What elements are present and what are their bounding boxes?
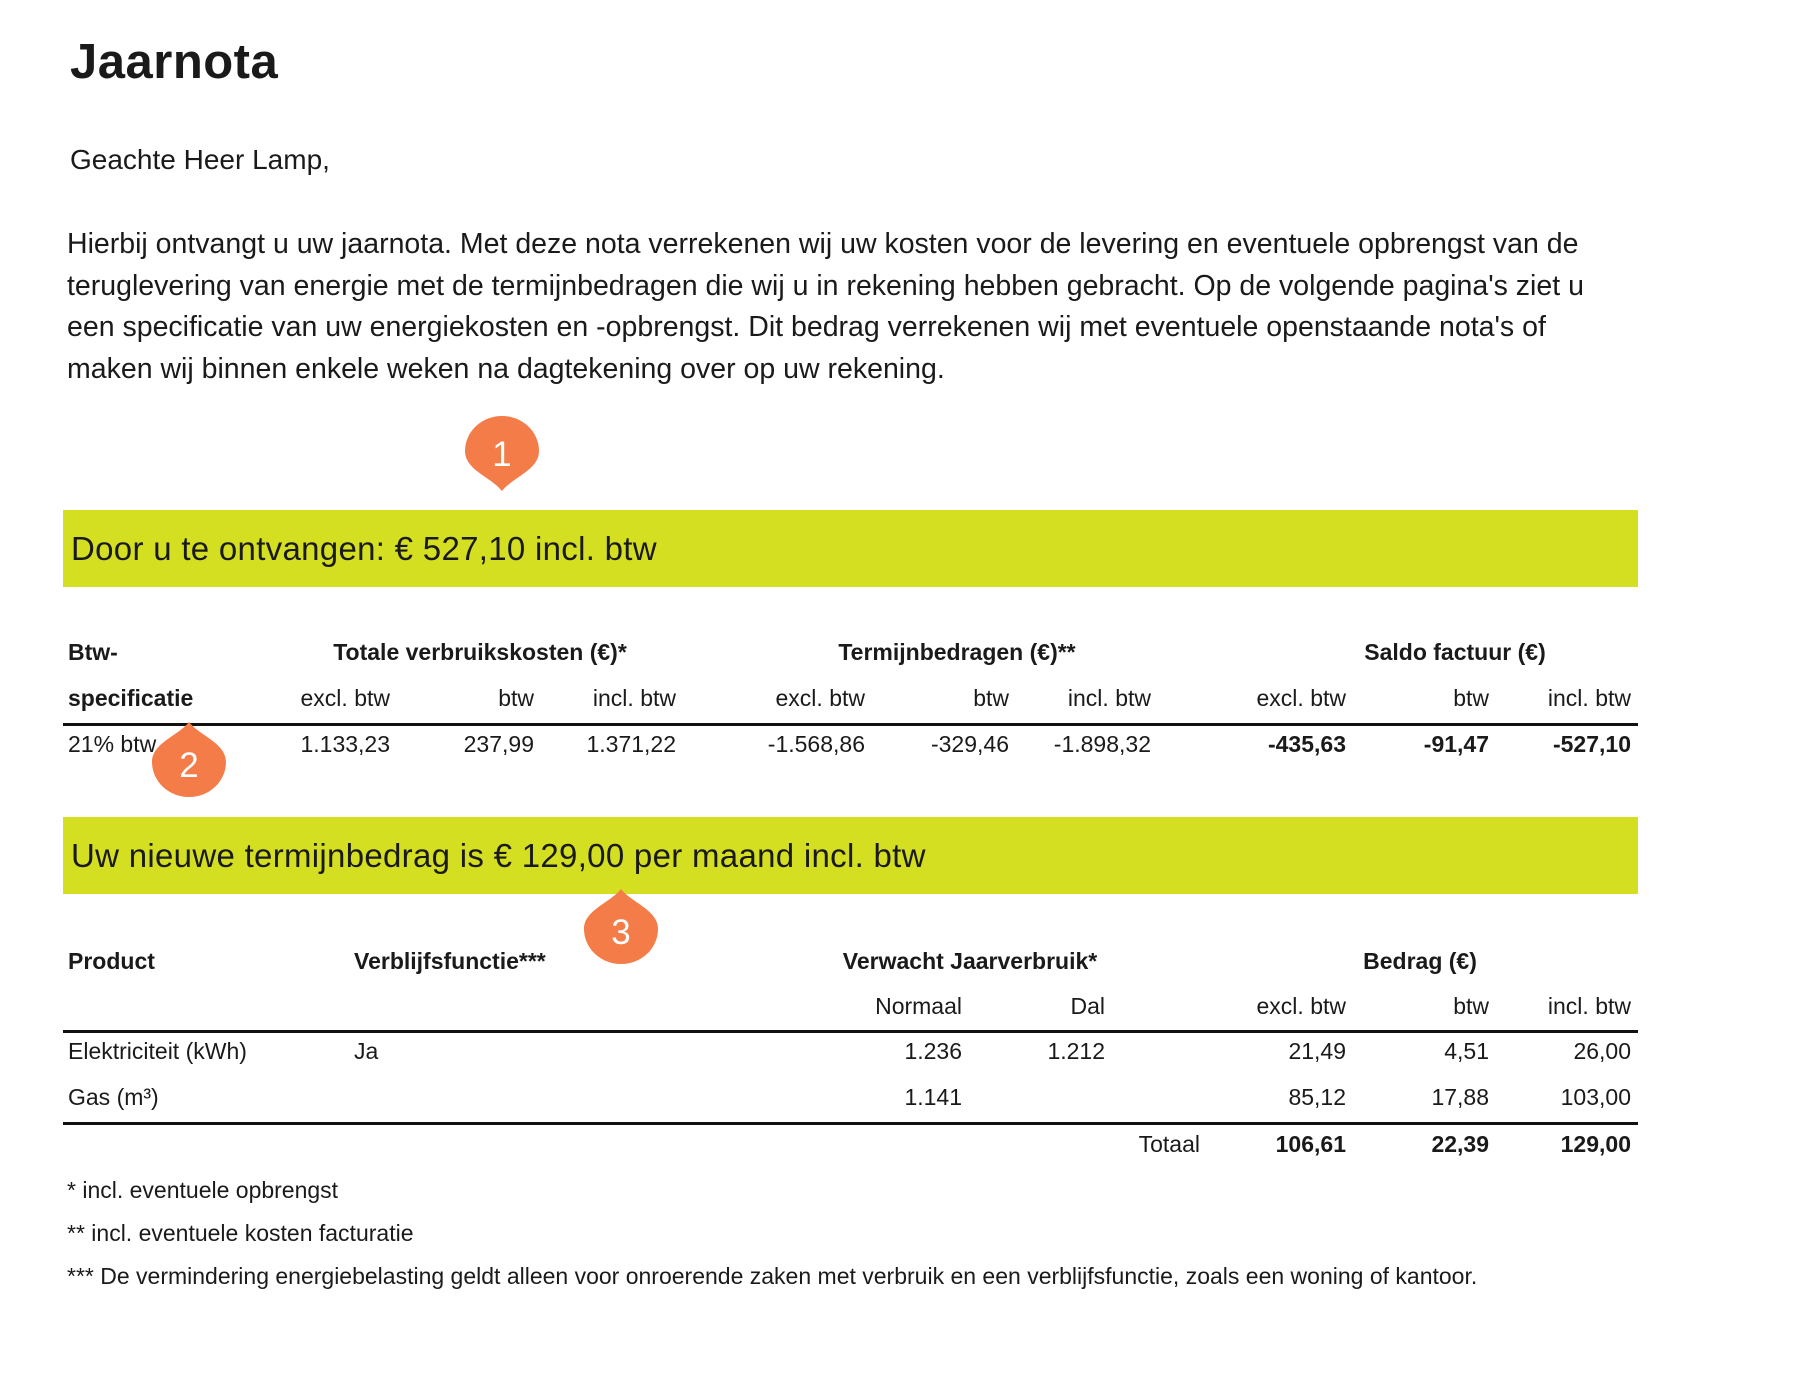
terms-incl-value: -1.898,32 — [1053, 731, 1151, 757]
costs-incl-value: 1.371,22 — [586, 731, 676, 757]
bedrag-sub-btw: btw — [1453, 993, 1489, 1019]
row-electricity-excl: 21,49 — [1288, 1038, 1346, 1064]
saldo-sub-incl: incl. btw — [1547, 685, 1631, 711]
saldo-excl-value: -435,63 — [1267, 731, 1346, 757]
row-gas-btw: 17,88 — [1431, 1084, 1489, 1110]
terms-group-header: Termijnbedragen (€)** — [838, 639, 1076, 665]
row-electricity-incl: 26,00 — [1573, 1038, 1631, 1064]
saldo-incl-value: -527,10 — [1552, 731, 1631, 757]
btw-table-rule — [63, 723, 1638, 726]
btw-spec-header-line2: specificatie — [68, 685, 194, 711]
terms-btw-value: -329,46 — [930, 731, 1009, 757]
dal-subheader: Dal — [1070, 993, 1105, 1019]
footnote-1: * incl. eventuele opbrengst — [67, 1177, 339, 1203]
row-electricity-verblijf: Ja — [354, 1038, 379, 1064]
product-table-top-rule — [63, 1030, 1638, 1033]
amount-to-receive-text: Door u te ontvangen: € 527,10 incl. btw — [71, 530, 657, 567]
intro-paragraph: Hierbij ontvangt u uw jaarnota. Met deze nota verrekenen wij uw kosten voor de levering en eventuele opbrengst van de teruglevering van energie met de termijnbedragen die wij u in rekening hebben gebracht. Op de volgende pagina's ziet u een specificatie van uw energiekosten en -opbrengst. Dit bedrag verrekenen wij met eventuele openstaande nota's of maken wij binnen enkele weken na dagtekening over op uw rekening. — [67, 228, 1584, 385]
saldo-sub-excl: excl. btw — [1256, 685, 1346, 711]
costs-excl-value: 1.133,23 — [300, 731, 390, 757]
total-label: Totaal — [1138, 1131, 1200, 1157]
bedrag-sub-excl: excl. btw — [1256, 993, 1346, 1019]
marker-2-label: 2 — [179, 746, 199, 785]
new-term-amount-band — [63, 817, 1638, 894]
costs-btw-value: 237,99 — [463, 731, 534, 757]
costs-sub-excl: excl. btw — [300, 685, 390, 711]
row-electricity-dal: 1.212 — [1047, 1038, 1105, 1064]
verbruik-header: Verwacht Jaarverbruik* — [842, 948, 1098, 974]
marker-3 — [582, 887, 660, 965]
row-gas-incl: 103,00 — [1560, 1084, 1631, 1110]
total-btw: 22,39 — [1431, 1131, 1489, 1157]
marker-2 — [150, 720, 228, 798]
total-excl: 106,61 — [1275, 1131, 1346, 1157]
terms-sub-incl: incl. btw — [1067, 685, 1151, 711]
terms-sub-btw: btw — [973, 685, 1009, 711]
row-electricity-normaal: 1.236 — [904, 1038, 962, 1064]
normaal-subheader: Normaal — [875, 993, 962, 1019]
verblijfsfunctie-header: Verblijfsfunctie*** — [354, 948, 546, 974]
marker-1-label: 1 — [492, 435, 512, 474]
page-title: Jaarnota — [70, 35, 279, 89]
row-electricity-product: Elektriciteit (kWh) — [68, 1038, 247, 1064]
terms-excl-value: -1.568,86 — [767, 731, 865, 757]
marker-1 — [463, 415, 541, 493]
footnote-2: ** incl. eventuele kosten facturatie — [67, 1220, 414, 1246]
product-table-bottom-rule — [63, 1122, 1638, 1125]
saldo-group-header: Saldo factuur (€) — [1364, 639, 1546, 665]
terms-sub-excl: excl. btw — [775, 685, 865, 711]
greeting: Geachte Heer Lamp, — [70, 144, 330, 175]
costs-sub-btw: btw — [498, 685, 534, 711]
saldo-sub-btw: btw — [1453, 685, 1489, 711]
row-gas-excl: 85,12 — [1288, 1084, 1346, 1110]
btw-spec-header-line1: Btw- — [68, 639, 118, 665]
marker-3-label: 3 — [611, 913, 631, 952]
amount-to-receive-band — [63, 510, 1638, 587]
new-term-amount-text: Uw nieuwe termijnbedrag is € 129,00 per maand incl. btw — [71, 837, 926, 874]
bedrag-sub-incl: incl. btw — [1547, 993, 1631, 1019]
row-gas-normaal: 1.141 — [904, 1084, 962, 1110]
saldo-btw-value: -91,47 — [1423, 731, 1489, 757]
costs-group-header: Totale verbruikskosten (€)* — [333, 639, 627, 665]
row-gas-product: Gas (m³) — [68, 1084, 159, 1110]
btw-row-label: 21% btw — [68, 731, 157, 757]
row-electricity-btw: 4,51 — [1444, 1038, 1489, 1064]
footnote-3: *** De vermindering energiebelasting geldt alleen voor onroerende zaken met verbruik en een verblijfsfunctie, zoals een woning of kantoor. — [67, 1263, 1478, 1289]
costs-sub-incl: incl. btw — [592, 685, 676, 711]
product-header: Product — [68, 948, 155, 974]
total-incl: 129,00 — [1560, 1131, 1631, 1157]
bedrag-header: Bedrag (€) — [1363, 948, 1477, 974]
